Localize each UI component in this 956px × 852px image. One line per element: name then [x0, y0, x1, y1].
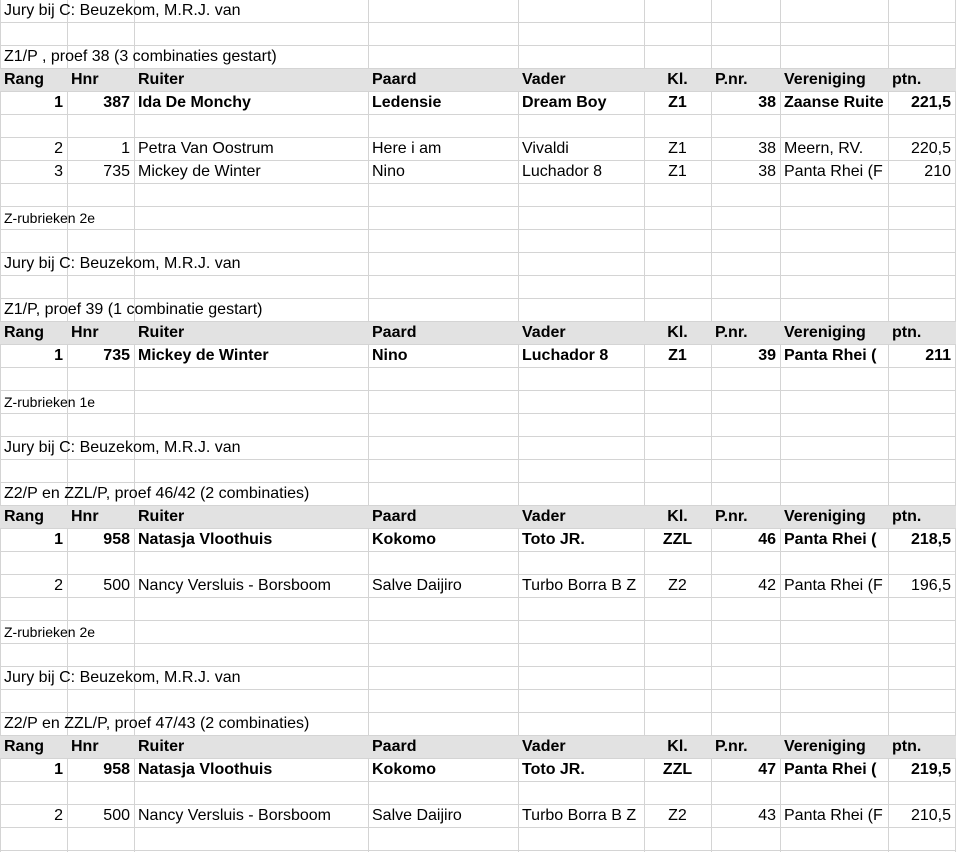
- col-rang: Rang: [4, 324, 44, 341]
- cell-kl: Z1: [668, 94, 687, 111]
- cell-paard: Salve Daijiro: [372, 577, 462, 594]
- jury-text: Jury bij C: Beuzekom, M.R.J. van: [4, 255, 241, 272]
- footer-row[interactable]: [0, 391, 956, 414]
- cell-rang: 1: [54, 761, 63, 778]
- header-row[interactable]: [0, 69, 956, 92]
- cell-kl: ZZL: [662, 531, 693, 548]
- cell-rang: 1: [54, 531, 63, 548]
- empty-row[interactable]: [0, 828, 956, 851]
- empty-row[interactable]: [0, 460, 956, 483]
- cell-kl: Z2: [668, 577, 687, 594]
- cell-ptn: 210: [924, 163, 951, 180]
- col-vereniging: Vereniging: [784, 324, 866, 341]
- col-paard: Paard: [372, 71, 417, 88]
- section-title: Z2/P en ZZL/P, proef 46/42 (2 combinaties): [4, 485, 310, 502]
- jury-row[interactable]: [0, 253, 956, 276]
- footer-text: Z-rubrieken 1e: [4, 394, 96, 410]
- cell-ruiter: Mickey de Winter: [138, 347, 269, 364]
- jury-row[interactable]: [0, 437, 956, 460]
- col-ptn: ptn.: [892, 738, 922, 755]
- col-pnr: P.nr.: [715, 324, 748, 341]
- section-title-row[interactable]: [0, 713, 956, 736]
- cell-vader: Luchador 8: [522, 347, 609, 364]
- cell-vader: Turbo Borra B Z: [522, 807, 637, 824]
- table-row[interactable]: [0, 138, 956, 161]
- cell-kl: Z1: [668, 163, 687, 180]
- col-ptn: ptn.: [892, 508, 922, 525]
- col-kl: Kl.: [667, 508, 688, 525]
- col-kl: Kl.: [667, 738, 688, 755]
- cell-hnr: 500: [103, 577, 130, 594]
- col-vader: Vader: [522, 738, 566, 755]
- col-pnr: P.nr.: [715, 71, 748, 88]
- col-ruiter: Ruiter: [138, 324, 185, 341]
- cell-paard: Nino: [372, 347, 408, 364]
- cell-paard: Ledensie: [372, 94, 442, 111]
- cell-vereniging: Panta Rhei (F: [784, 577, 883, 594]
- col-vader: Vader: [522, 324, 566, 341]
- cell-paard: Kokomo: [372, 761, 436, 778]
- empty-row[interactable]: [0, 115, 956, 138]
- col-ptn: ptn.: [892, 324, 922, 341]
- empty-row[interactable]: [0, 552, 956, 575]
- table-row[interactable]: [0, 161, 956, 184]
- cell-pnr: 43: [758, 807, 776, 824]
- col-vereniging: Vereniging: [784, 71, 866, 88]
- empty-row[interactable]: [0, 230, 956, 253]
- cell-vereniging: Panta Rhei (F: [784, 163, 883, 180]
- cell-ruiter: Petra Van Oostrum: [138, 140, 274, 157]
- cell-vader: Vivaldi: [522, 140, 569, 157]
- cell-kl: Z1: [668, 140, 687, 157]
- cell-ptn: 220,5: [910, 140, 951, 157]
- section-title: Z1/P , proef 38 (3 combinaties gestart): [4, 48, 277, 65]
- table-row[interactable]: [0, 529, 956, 552]
- cell-rang: 2: [54, 140, 63, 157]
- col-vader: Vader: [522, 71, 566, 88]
- cell-hnr: 958: [103, 761, 130, 778]
- col-vereniging: Vereniging: [784, 738, 866, 755]
- cell-ptn: 196,5: [910, 577, 951, 594]
- col-pnr: P.nr.: [715, 738, 748, 755]
- col-rang: Rang: [4, 508, 44, 525]
- cell-vereniging: Panta Rhei (: [784, 347, 877, 364]
- section-title-row[interactable]: [0, 483, 956, 506]
- cell-hnr: 387: [103, 94, 130, 111]
- cell-vereniging: Panta Rhei (F: [784, 807, 883, 824]
- cell-ruiter: Nancy Versluis - Borsboom: [138, 577, 331, 594]
- cell-hnr: 1: [121, 140, 130, 157]
- header-row[interactable]: [0, 322, 956, 345]
- col-hnr: Hnr: [71, 324, 99, 341]
- cell-pnr: 42: [758, 577, 776, 594]
- empty-row[interactable]: [0, 644, 956, 667]
- cell-vereniging: Zaanse Ruite: [784, 94, 884, 111]
- cell-ptn: 218,5: [910, 531, 951, 548]
- jury-text: Jury bij C: Beuzekom, M.R.J. van: [4, 439, 241, 456]
- col-hnr: Hnr: [71, 71, 99, 88]
- cell-pnr: 47: [758, 761, 776, 778]
- header-row[interactable]: [0, 506, 956, 529]
- table-row[interactable]: [0, 805, 956, 828]
- cell-hnr: 500: [103, 807, 130, 824]
- col-kl: Kl.: [667, 324, 688, 341]
- col-paard: Paard: [372, 324, 417, 341]
- table-row[interactable]: [0, 759, 956, 782]
- col-rang: Rang: [4, 738, 44, 755]
- col-vader: Vader: [522, 508, 566, 525]
- table-row[interactable]: [0, 345, 956, 368]
- col-vereniging: Vereniging: [784, 508, 866, 525]
- footer-text: Z-rubrieken 2e: [4, 624, 96, 640]
- cell-paard: Here i am: [372, 140, 442, 157]
- cell-pnr: 38: [758, 163, 776, 180]
- cell-rang: 2: [54, 807, 63, 824]
- cell-hnr: 735: [103, 163, 130, 180]
- footer-text: Z-rubrieken 2e: [4, 210, 96, 226]
- cell-hnr: 958: [103, 531, 130, 548]
- empty-row[interactable]: [0, 782, 956, 805]
- cell-ruiter: Natasja Vloothuis: [138, 531, 273, 548]
- empty-row[interactable]: [0, 184, 956, 207]
- cell-kl: Z1: [668, 347, 687, 364]
- jury-row[interactable]: [0, 0, 956, 23]
- cell-ruiter: Ida De Monchy: [138, 94, 251, 111]
- cell-vereniging: Panta Rhei (: [784, 761, 877, 778]
- footer-row[interactable]: [0, 207, 956, 230]
- cell-ptn: 221,5: [910, 94, 951, 111]
- section-title-row[interactable]: [0, 299, 956, 322]
- cell-paard: Salve Daijiro: [372, 807, 462, 824]
- cell-ptn: 219,5: [910, 761, 951, 778]
- col-kl: Kl.: [667, 71, 688, 88]
- footer-row[interactable]: [0, 621, 956, 644]
- empty-row[interactable]: [0, 414, 956, 437]
- col-ptn: ptn.: [892, 71, 922, 88]
- cell-rang: 2: [54, 577, 63, 594]
- cell-pnr: 38: [758, 94, 776, 111]
- col-ruiter: Ruiter: [138, 71, 185, 88]
- col-pnr: P.nr.: [715, 508, 748, 525]
- col-hnr: Hnr: [71, 738, 99, 755]
- cell-vereniging: Panta Rhei (: [784, 531, 877, 548]
- section-title: Z2/P en ZZL/P, proef 47/43 (2 combinaties): [4, 715, 310, 732]
- cell-ruiter: Natasja Vloothuis: [138, 761, 273, 778]
- cell-ptn: 210,5: [910, 807, 951, 824]
- cell-vader: Toto JR.: [522, 531, 585, 548]
- section-title-row[interactable]: [0, 46, 956, 69]
- empty-row[interactable]: [0, 23, 956, 46]
- cell-vader: Toto JR.: [522, 761, 585, 778]
- cell-ruiter: Nancy Versluis - Borsboom: [138, 807, 331, 824]
- cell-rang: 1: [54, 347, 63, 364]
- col-paard: Paard: [372, 508, 417, 525]
- cell-pnr: 46: [758, 531, 776, 548]
- empty-row[interactable]: [0, 690, 956, 713]
- table-row[interactable]: [0, 92, 956, 115]
- cell-pnr: 38: [758, 140, 776, 157]
- cell-kl: Z2: [668, 807, 687, 824]
- cell-vader: Dream Boy: [522, 94, 607, 111]
- cell-ruiter: Mickey de Winter: [138, 163, 261, 180]
- col-ruiter: Ruiter: [138, 508, 185, 525]
- cell-vereniging: Meern, RV.: [784, 140, 864, 157]
- jury-text: Jury bij C: Beuzekom, M.R.J. van: [4, 2, 241, 19]
- col-rang: Rang: [4, 71, 44, 88]
- cell-kl: ZZL: [662, 761, 693, 778]
- jury-row[interactable]: [0, 667, 956, 690]
- table-row[interactable]: [0, 575, 956, 598]
- cell-pnr: 39: [758, 347, 776, 364]
- empty-row[interactable]: [0, 598, 956, 621]
- cell-vader: Turbo Borra B Z: [522, 577, 637, 594]
- col-ruiter: Ruiter: [138, 738, 185, 755]
- cell-vader: Luchador 8: [522, 163, 603, 180]
- empty-row[interactable]: [0, 276, 956, 299]
- cell-hnr: 735: [103, 347, 130, 364]
- header-row[interactable]: [0, 736, 956, 759]
- cell-paard: Kokomo: [372, 531, 436, 548]
- cell-paard: Nino: [372, 163, 405, 180]
- section-title: Z1/P, proef 39 (1 combinatie gestart): [4, 301, 263, 318]
- cell-rang: 3: [54, 163, 63, 180]
- cell-ptn: 211: [925, 347, 951, 364]
- jury-text: Jury bij C: Beuzekom, M.R.J. van: [4, 669, 241, 686]
- cell-rang: 1: [54, 94, 63, 111]
- col-paard: Paard: [372, 738, 417, 755]
- col-hnr: Hnr: [71, 508, 99, 525]
- empty-row[interactable]: [0, 368, 956, 391]
